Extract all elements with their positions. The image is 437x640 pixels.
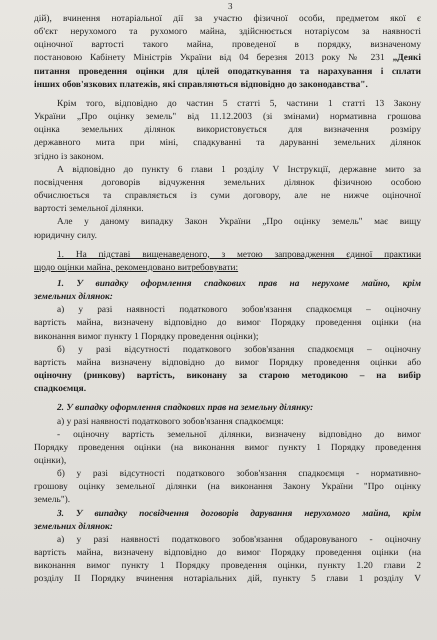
text-line: а) у разі наявності податкового зобов'язання спадкоємця:: [57, 416, 284, 427]
intro-paragraph: [34, 13, 421, 92]
text-line: а) у разі наявності податкового зобов'язання спадкоємця – оціночну: [57, 305, 421, 316]
text-line: земель").: [34, 495, 71, 506]
item-1: [34, 278, 421, 396]
text-line: державного мита при міні, спадкуванні та даруванні земельних ділянок: [34, 138, 421, 149]
text-line: Але у даному випадку Закон України „Про оцінку земель" має вищу: [57, 217, 421, 228]
text-line: вартість майна визначену відповідно до вимог Порядку проведення оцінки або: [34, 357, 421, 368]
text-line: А відповідно до пункту 6 глави 1 розділу V Інструкції, державне мито за: [57, 164, 421, 175]
text-line: обчислюється та справляється із суми договору, але не нижче оціночної: [34, 191, 421, 202]
text-line: вартість майна, визначену відповідно до вимог Порядку проведення оцінки (на: [34, 318, 421, 329]
text-line: б) у разі відсутності податкового зобов'язання спадкоємця – оціночну: [57, 344, 421, 355]
text-fragment: постановою Кабінету Міністрів України від 04 березня 2013 року № 231: [34, 53, 393, 64]
item-2: [34, 402, 421, 507]
text-line: б) у разі відсутності податкового зобов'язання спадкоємця - нормативно-: [57, 469, 421, 480]
text-line: об'єкт нерухомого та рухомого майна, здійснюється нотаріусом за наявності: [34, 27, 421, 38]
text-line: грошову оцінку земельної ділянки (на виконання Закону України "Про оцінку: [34, 482, 421, 493]
text-line: Порядку проведення оцінки (на виконання вимог пункту 1 Порядку проведення: [34, 442, 421, 453]
text-line: Крім того, відповідно до частин 5 статті 5, частини 1 статті 13 Закону: [57, 98, 421, 109]
item-3: [34, 508, 421, 587]
text-line: оцінки),: [34, 456, 67, 466]
paragraph-besides: [34, 98, 421, 164]
text-line: виконання вимог пункту 1 Порядку проведення оцінки, пункту 1.20 глави 2: [34, 561, 421, 572]
text-line: посвідчення договорів відчуження земельних ділянок фізичною особою: [34, 177, 421, 188]
text-line: виконання вимог пункту 1 Порядку проведення оцінки);: [34, 331, 259, 342]
text-line: інших обов'язкових платежів, які справляються відповідно до законодавства".: [34, 79, 368, 90]
text-line: вартість майна, визначену відповідно до вимог Порядку проведення оцінки (на: [34, 548, 421, 559]
text-line: вартості земельної ділянки.: [34, 204, 144, 215]
text-line: оціночної вартості такого майна, проведеної в порядку, визначеному: [34, 40, 421, 51]
text-line: питання проведення оцінки для цілей оподаткування та нарахування і сплати: [34, 66, 421, 77]
paragraph-instruction: [34, 164, 421, 217]
text-line: - оціночну вартість земельної ділянки, визначену відповідно до вимог: [57, 429, 421, 440]
item-3-heading-cont: земельних ділянок:: [34, 521, 113, 532]
item-1-heading-cont: земельних ділянок:: [34, 292, 113, 303]
item-3-heading: 3. У випадку посвідчення договорів дарування нерухомого майна, крім: [57, 508, 421, 519]
text-line: щодо оцінки майна, рекомендовано витребовувати:: [34, 262, 239, 273]
text-line: оцінка земельних ділянок використовується для визначення розміру: [34, 125, 421, 136]
text-line: а) у разі наявності податкового зобов'язання обдаровуваного - оціночну: [57, 534, 421, 545]
paragraph-law: [34, 216, 421, 242]
item-2-heading: 2. У випадку оформлення спадкових прав на земельну ділянку:: [57, 403, 314, 414]
text-line: [34, 52, 421, 65]
page-number: 3: [228, 1, 233, 11]
text-line: розділу ІІ Порядку вчинення нотаріальних дій, пункту 5 глави 1 розділу V: [34, 574, 421, 585]
text-line: України „Про оцінку земель" від 11.12.2003 (зі змінами) нормативна грошова: [34, 112, 421, 123]
text-line: згідно із законом.: [34, 151, 104, 162]
item-1-heading: 1. У випадку оформлення спадкових прав на нерухоме майно, крім: [57, 278, 421, 289]
text-line: юридичну силу.: [34, 230, 97, 241]
text-line: дій), вчинення нотаріальної дії за участю фізичної особи, предметом якої є: [34, 14, 421, 24]
section-intro: [34, 249, 421, 275]
text-line: 1. На підставі вищенаведеного, з метою запровадження єдиної практики: [57, 249, 421, 260]
text-fragment-bold: „Деякі: [392, 53, 421, 64]
text-line: оціночну (ринкову) вартість, виконану за старою методикою – на вибір: [34, 371, 421, 382]
text-line: спадкоємця.: [34, 384, 87, 395]
